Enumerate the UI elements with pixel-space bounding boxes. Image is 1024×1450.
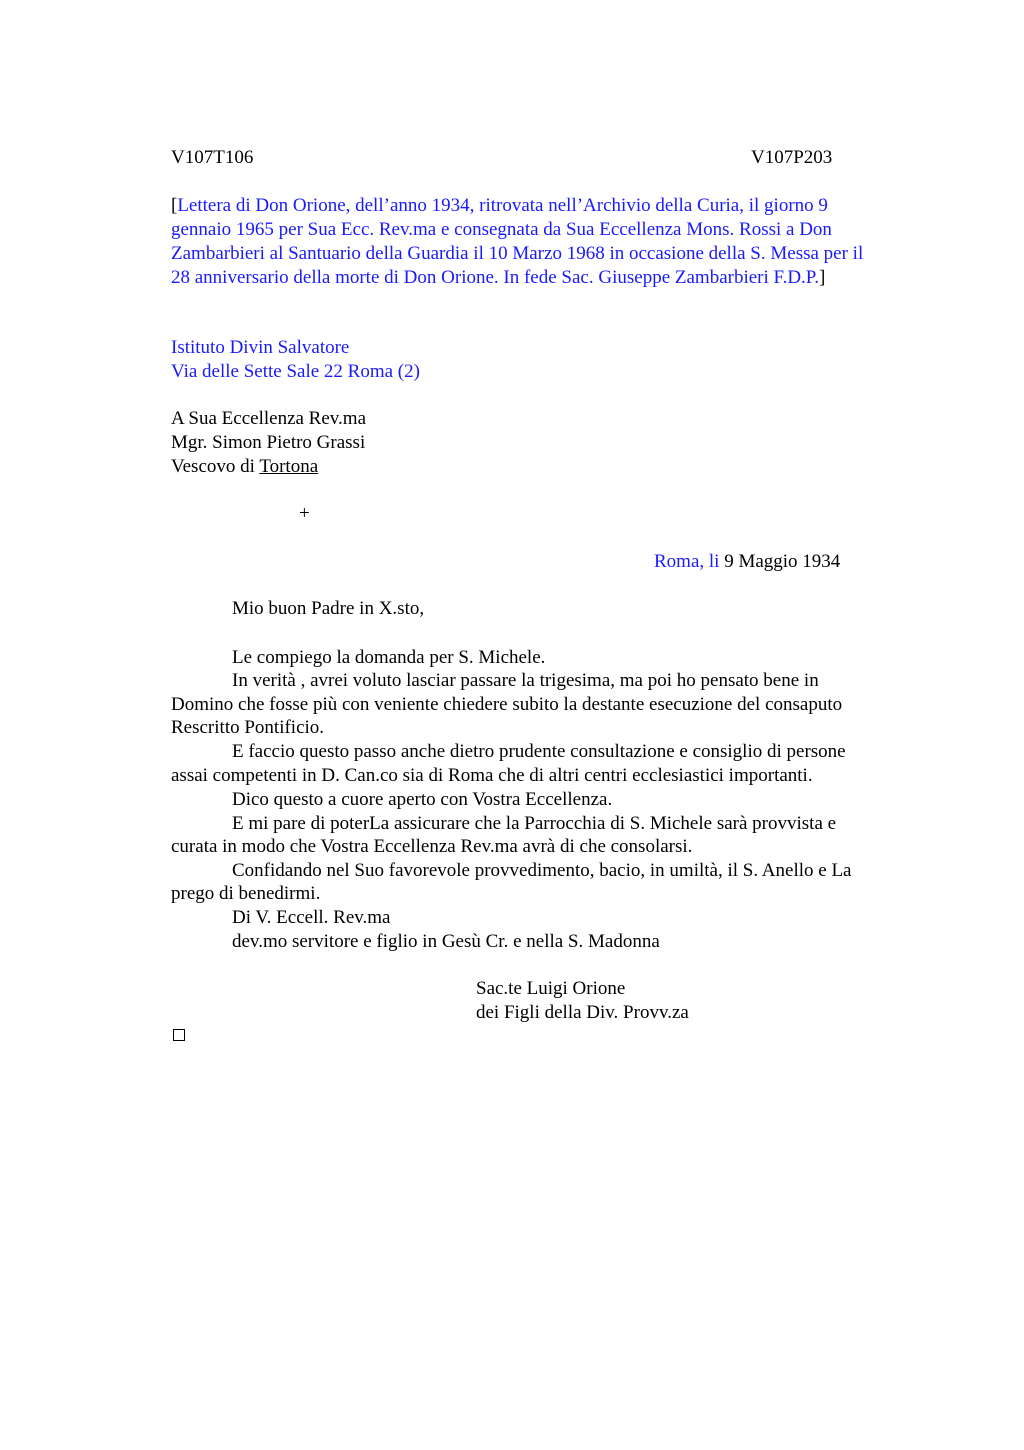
body-line: Rescritto Pontificio. bbox=[171, 717, 325, 738]
recipient-city: Tortona bbox=[259, 456, 319, 477]
body-line: prego di benedirmi. bbox=[171, 883, 321, 904]
body-line: E faccio questo passo anche dietro prudente consultazione e consiglio di persone bbox=[232, 741, 846, 762]
body-line: Dico questo a cuore aperto con Vostra Eccellenza. bbox=[232, 789, 613, 810]
note-close-bracket: ] bbox=[819, 267, 826, 288]
signature-congregation: dei Figli della Div. Provv.za bbox=[476, 1002, 689, 1023]
closing-line: Di V. Eccell. Rev.ma bbox=[232, 907, 391, 928]
cross-symbol: + bbox=[299, 503, 310, 524]
body-line: Le compiego la domanda per S. Michele. bbox=[232, 647, 546, 668]
closing-line: dev.mo servitore e figlio in Gesù Cr. e nella S. Madonna bbox=[232, 931, 660, 952]
body-line: In verità , avrei voluto lasciar passare la trigesima, ma poi ho pensato bene in bbox=[232, 670, 819, 691]
body-line: E mi pare di poterLa assicurare che la Parrocchia di S. Michele sarà provvista e bbox=[232, 813, 837, 834]
body-line: curata in modo che Vostra Eccellenza Rev.ma avrà di che consolarsi. bbox=[171, 836, 693, 857]
note-open-bracket: [ bbox=[171, 195, 178, 216]
salutation: Mio buon Padre in X.sto, bbox=[232, 598, 425, 619]
signature-name: Sac.te Luigi Orione bbox=[476, 978, 626, 999]
note-line: Zambarbieri al Santuario della Guardia il 10 Marzo 1968 in occasione della S. Messa per il bbox=[171, 243, 864, 264]
body-line: assai competenti in D. Can.co sia di Roma che di altri centri ecclesiastici importanti. bbox=[171, 765, 813, 786]
header-left-code: V107T106 bbox=[171, 147, 254, 168]
note-line: 28 anniversario della morte di Don Orione. In fede Sac. Giuseppe Zambarbieri F.D.P. bbox=[171, 267, 819, 288]
recipient-name: Mgr. Simon Pietro Grassi bbox=[171, 432, 366, 453]
recipient-title: A Sua Eccellenza Rev.ma bbox=[171, 408, 367, 429]
end-marker-square bbox=[173, 1029, 185, 1041]
body-line: Domino che fosse più con veniente chiedere subito la destante esecuzione del consaputo bbox=[171, 694, 843, 715]
dateline bbox=[654, 550, 840, 574]
sender-street: Via delle Sette Sale 22 Roma (2) bbox=[171, 361, 420, 382]
body-line: Confidando nel Suo favorevole provvedimento, bacio, in umiltà, il S. Anello e La bbox=[232, 860, 852, 881]
sender-institute: Istituto Divin Salvatore bbox=[171, 337, 350, 358]
dateline-place: Roma, li bbox=[654, 551, 720, 572]
note-line: gennaio 1965 per Sua Ecc. Rev.ma e consegnata da Sua Eccellenza Mons. Rossi a Don bbox=[171, 219, 832, 240]
dateline-date: 9 Maggio 1934 bbox=[719, 551, 841, 572]
note-line: Lettera di Don Orione, dell’anno 1934, ritrovata nell’Archivio della Curia, il giorno 9 bbox=[177, 195, 828, 216]
header-right-code: V107P203 bbox=[751, 147, 833, 168]
recipient-see: Vescovo di Tortona bbox=[171, 456, 319, 477]
